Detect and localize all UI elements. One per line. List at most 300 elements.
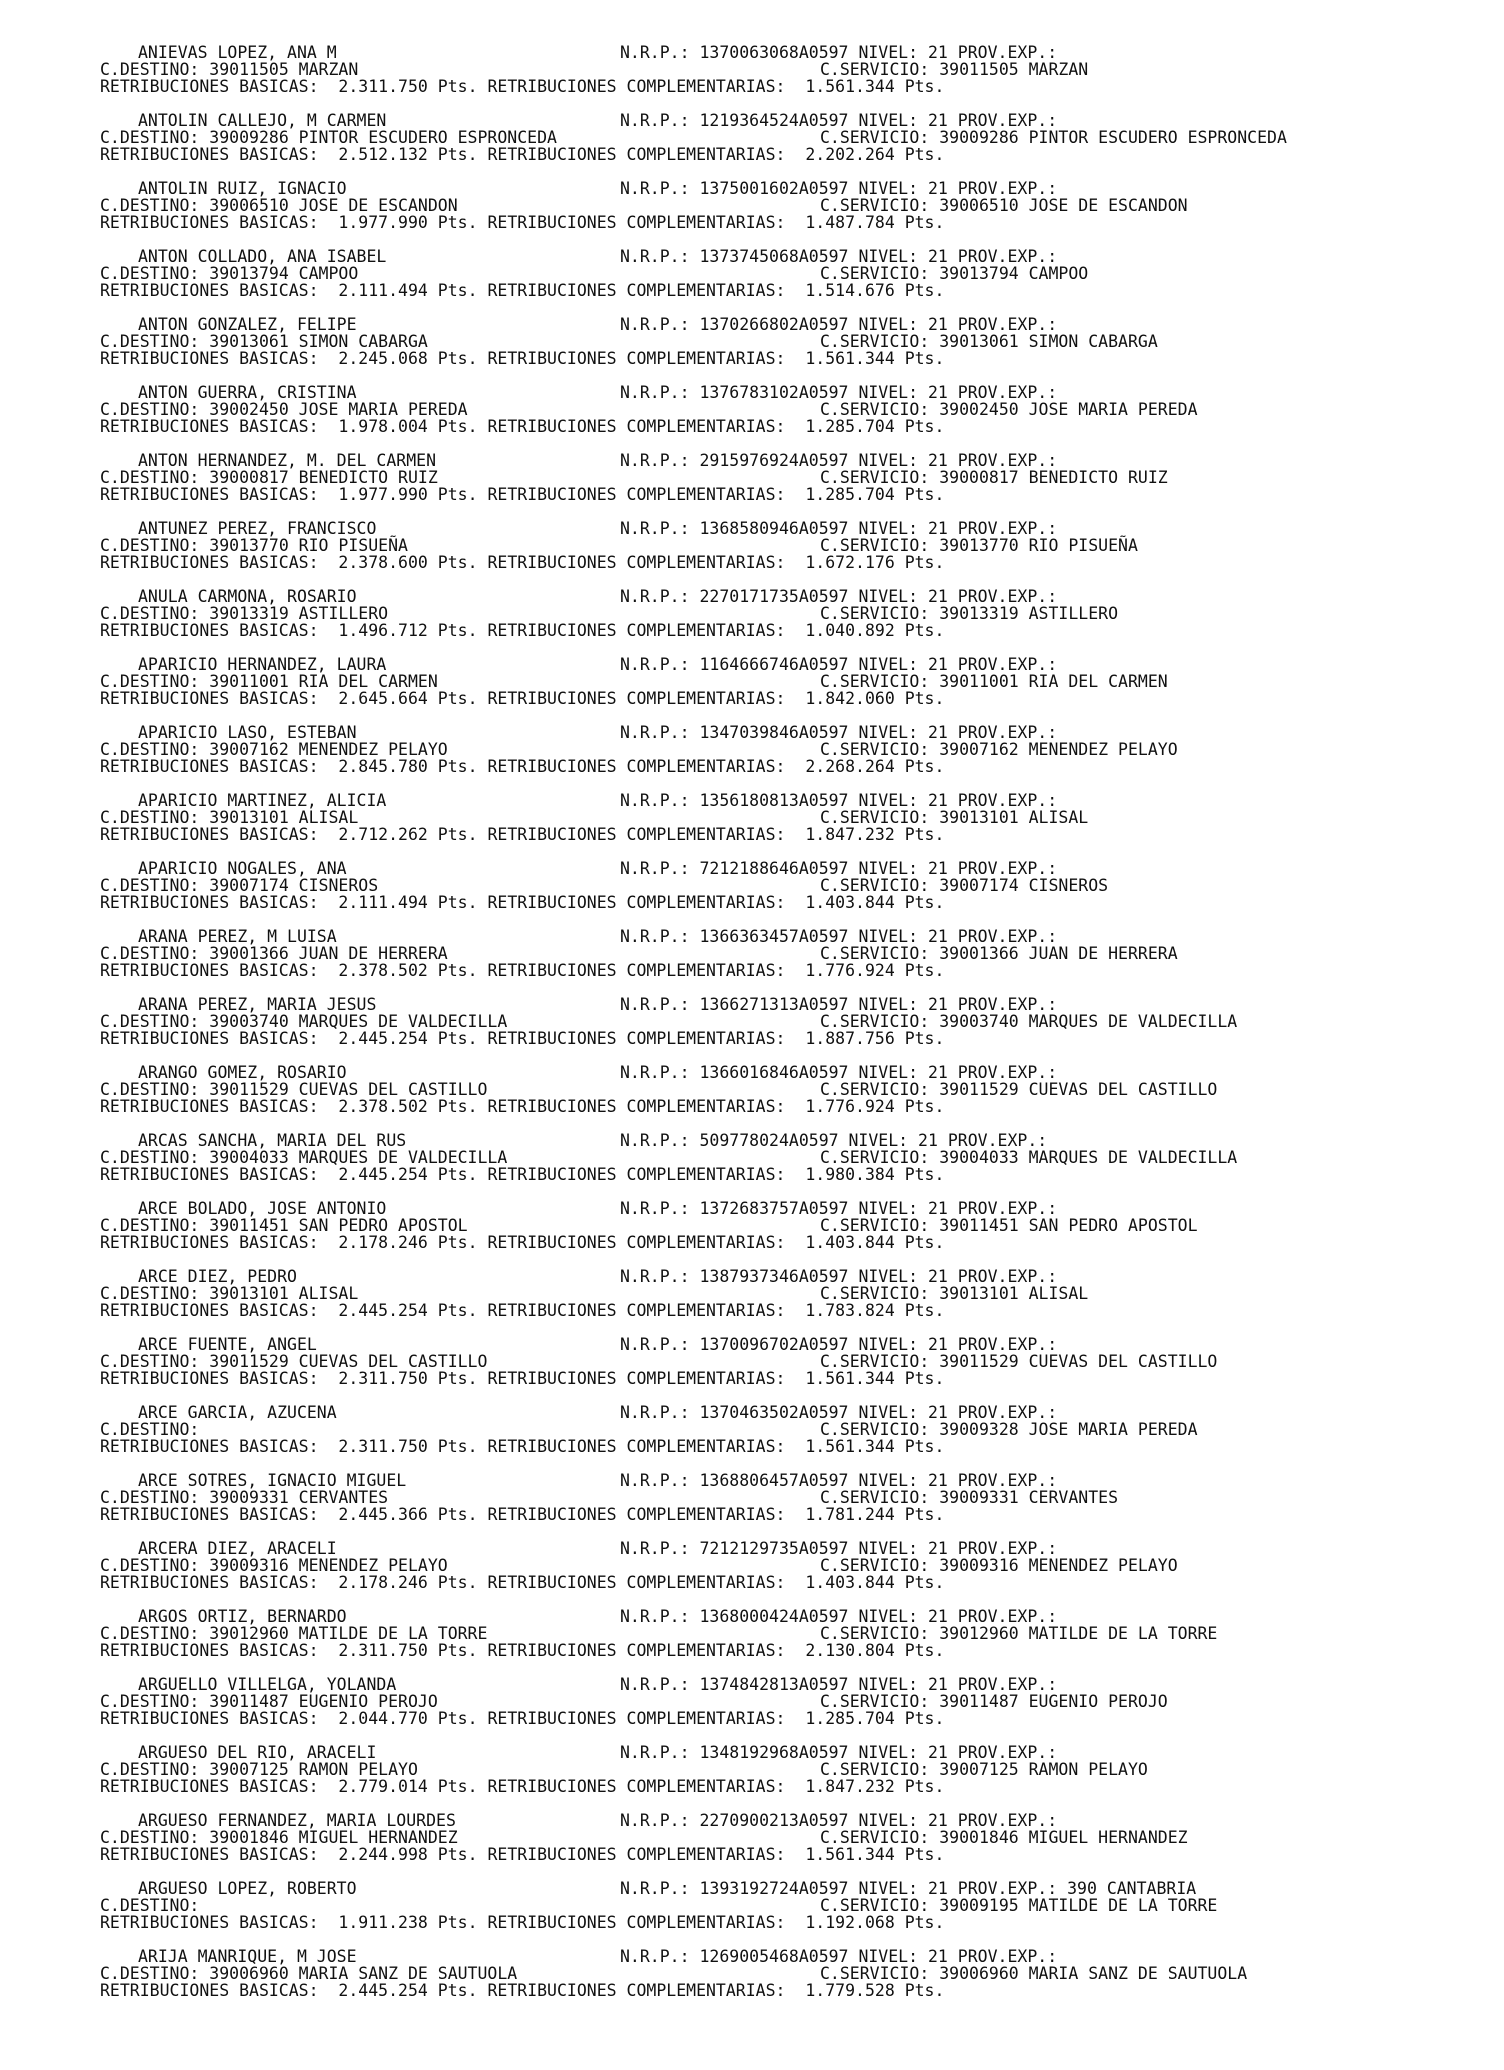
nrp-label: N.R.P.: bbox=[620, 1675, 690, 1694]
nrp-label: N.R.P.: bbox=[620, 1811, 690, 1830]
basicas-value: 1.911.238 bbox=[338, 1913, 428, 1932]
employee-name: ARGOS ORTIZ, BERNARDO bbox=[138, 1607, 347, 1626]
nivel-value: 21 bbox=[927, 43, 948, 62]
retribuciones-line bbox=[100, 1912, 944, 1934]
pts-unit: Pts. bbox=[437, 1301, 478, 1320]
basicas-label: RETRIBUCIONES BASICAS: bbox=[100, 1573, 319, 1592]
complementarias-value: 1.487.784 bbox=[805, 213, 895, 232]
basicas-label: RETRIBUCIONES BASICAS: bbox=[100, 1437, 319, 1456]
nrp-value: 7212129735A0597 bbox=[699, 1539, 849, 1558]
nrp-value: 1347039846A0597 bbox=[699, 723, 849, 742]
complementarias-value: 1.887.756 bbox=[805, 1029, 895, 1048]
pts-unit: Pts. bbox=[437, 1097, 478, 1116]
pts-unit: Pts. bbox=[904, 757, 945, 776]
employee-record bbox=[0, 518, 1504, 586]
complementarias-label: RETRIBUCIONES COMPLEMENTARIAS: bbox=[487, 689, 786, 708]
complementarias-value: 1.779.528 bbox=[805, 1981, 895, 2000]
retribuciones-line bbox=[100, 620, 944, 642]
servicio-label: C.SERVICIO: bbox=[820, 400, 930, 419]
servicio-value: 39011451 SAN PEDRO APOSTOL bbox=[939, 1216, 1198, 1235]
nivel-label: NIVEL: bbox=[858, 1947, 919, 1966]
basicas-value: 2.445.254 bbox=[338, 1301, 428, 1320]
prov-label: PROV.EXP.: bbox=[957, 1403, 1058, 1422]
servicio-label: C.SERVICIO: bbox=[820, 1284, 930, 1303]
retribuciones-line bbox=[100, 1096, 944, 1118]
nivel-label: NIVEL: bbox=[848, 1131, 909, 1150]
pts-unit: Pts. bbox=[437, 1709, 478, 1728]
servicio-label: C.SERVICIO: bbox=[820, 1896, 930, 1915]
basicas-label: RETRIBUCIONES BASICAS: bbox=[100, 349, 319, 368]
basicas-value: 2.244.998 bbox=[338, 1845, 428, 1864]
employee-name: ANTON HERNANDEZ, M. DEL CARMEN bbox=[138, 451, 437, 470]
complementarias-label: RETRIBUCIONES COMPLEMENTARIAS: bbox=[487, 1437, 786, 1456]
destino-label: C.DESTINO: bbox=[100, 264, 200, 283]
pts-unit: Pts. bbox=[904, 77, 945, 96]
destino-value: 39002450 JOSE MARIA PEREDA bbox=[209, 400, 468, 419]
basicas-value: 1.977.990 bbox=[338, 213, 428, 232]
nivel-label: NIVEL: bbox=[858, 655, 919, 674]
complementarias-label: RETRIBUCIONES COMPLEMENTARIAS: bbox=[487, 825, 786, 844]
pts-unit: Pts. bbox=[437, 1233, 478, 1252]
nivel-label: NIVEL: bbox=[858, 111, 919, 130]
nivel-label: NIVEL: bbox=[858, 1879, 919, 1898]
complementarias-label: RETRIBUCIONES COMPLEMENTARIAS: bbox=[487, 1233, 786, 1252]
destino-value: 39001846 MIGUEL HERNANDEZ bbox=[209, 1828, 458, 1847]
complementarias-label: RETRIBUCIONES COMPLEMENTARIAS: bbox=[487, 281, 786, 300]
pts-unit: Pts. bbox=[904, 961, 945, 980]
complementarias-label: RETRIBUCIONES COMPLEMENTARIAS: bbox=[487, 893, 786, 912]
nivel-label: NIVEL: bbox=[858, 1063, 919, 1082]
pts-unit: Pts. bbox=[437, 757, 478, 776]
complementarias-label: RETRIBUCIONES COMPLEMENTARIAS: bbox=[487, 1301, 786, 1320]
pts-unit: Pts. bbox=[904, 1165, 945, 1184]
employee-record bbox=[0, 1130, 1504, 1198]
complementarias-value: 1.285.704 bbox=[805, 417, 895, 436]
pts-unit: Pts. bbox=[904, 213, 945, 232]
basicas-label: RETRIBUCIONES BASICAS: bbox=[100, 213, 319, 232]
destino-value: 39011505 MARZAN bbox=[209, 60, 359, 79]
retribuciones-line bbox=[100, 348, 944, 370]
servicio-value: 39007125 RAMON PELAYO bbox=[939, 1760, 1148, 1779]
nivel-value: 21 bbox=[927, 1879, 948, 1898]
basicas-label: RETRIBUCIONES BASICAS: bbox=[100, 1981, 319, 2000]
nivel-label: NIVEL: bbox=[858, 179, 919, 198]
prov-label: PROV.EXP.: bbox=[957, 1811, 1058, 1830]
nrp-value: 1375001602A0597 bbox=[699, 179, 849, 198]
destino-value: 39001366 JUAN DE HERRERA bbox=[209, 944, 448, 963]
nrp-label: N.R.P.: bbox=[620, 383, 690, 402]
nrp-label: N.R.P.: bbox=[620, 1879, 690, 1898]
employee-name: ARCE FUENTE, ANGEL bbox=[138, 1335, 317, 1354]
destino-label: C.DESTINO: bbox=[100, 808, 200, 827]
prov-label: PROV.EXP.: bbox=[957, 43, 1058, 62]
complementarias-value: 1.672.176 bbox=[805, 553, 895, 572]
basicas-label: RETRIBUCIONES BASICAS: bbox=[100, 485, 319, 504]
prov-label: PROV.EXP.: bbox=[957, 1199, 1058, 1218]
retribuciones-line bbox=[100, 144, 944, 166]
employee-name: ARGUESO FERNANDEZ, MARIA LOURDES bbox=[138, 1811, 456, 1830]
servicio-value: 39001846 MIGUEL HERNANDEZ bbox=[939, 1828, 1188, 1847]
nivel-value: 21 bbox=[927, 1811, 948, 1830]
employee-record bbox=[0, 1878, 1504, 1946]
basicas-label: RETRIBUCIONES BASICAS: bbox=[100, 689, 319, 708]
pts-unit: Pts. bbox=[437, 1505, 478, 1524]
pts-unit: Pts. bbox=[437, 1641, 478, 1660]
servicio-label: C.SERVICIO: bbox=[820, 604, 930, 623]
employee-name: ARANGO GOMEZ, ROSARIO bbox=[138, 1063, 347, 1082]
pts-unit: Pts. bbox=[904, 1301, 945, 1320]
nivel-value: 21 bbox=[927, 1471, 948, 1490]
servicio-value: 39009286 PINTOR ESCUDERO ESPRONCEDA bbox=[939, 128, 1287, 147]
employee-name: ARCAS SANCHA, MARIA DEL RUS bbox=[138, 1131, 407, 1150]
basicas-value: 2.445.254 bbox=[338, 1981, 428, 2000]
destino-label: C.DESTINO: bbox=[100, 1012, 200, 1031]
destino-value: 39000817 BENEDICTO RUIZ bbox=[209, 468, 438, 487]
destino-value: 39011529 CUEVAS DEL CASTILLO bbox=[209, 1352, 488, 1371]
complementarias-label: RETRIBUCIONES COMPLEMENTARIAS: bbox=[487, 1709, 786, 1728]
destino-value: 39009331 CERVANTES bbox=[209, 1488, 389, 1507]
nivel-value: 21 bbox=[927, 791, 948, 810]
employee-record bbox=[0, 1946, 1504, 2014]
destino-label: C.DESTINO: bbox=[100, 128, 200, 147]
prov-label: PROV.EXP.: bbox=[957, 1539, 1058, 1558]
servicio-label: C.SERVICIO: bbox=[820, 196, 930, 215]
employee-record bbox=[0, 654, 1504, 722]
pts-unit: Pts. bbox=[904, 1845, 945, 1864]
employee-record bbox=[0, 994, 1504, 1062]
employee-name: ARCE SOTRES, IGNACIO MIGUEL bbox=[138, 1471, 407, 1490]
nrp-label: N.R.P.: bbox=[620, 1335, 690, 1354]
nivel-value: 21 bbox=[927, 1743, 948, 1762]
nivel-label: NIVEL: bbox=[858, 1811, 919, 1830]
nivel-value: 21 bbox=[927, 1539, 948, 1558]
destino-value: 39013101 ALISAL bbox=[209, 808, 359, 827]
employee-name: APARICIO NOGALES, ANA bbox=[138, 859, 347, 878]
nrp-value: 1219364524A0597 bbox=[699, 111, 849, 130]
employee-record bbox=[0, 790, 1504, 858]
servicio-value: 39012960 MATILDE DE LA TORRE bbox=[939, 1624, 1218, 1643]
prov-label: PROV.EXP.: bbox=[957, 1267, 1058, 1286]
prov-label: PROV.EXP.: bbox=[957, 655, 1058, 674]
complementarias-value: 1.561.344 bbox=[805, 349, 895, 368]
complementarias-value: 1.980.384 bbox=[805, 1165, 895, 1184]
destino-value: 39011487 EUGENIO PEROJO bbox=[209, 1692, 438, 1711]
complementarias-value: 1.561.344 bbox=[805, 77, 895, 96]
servicio-label: C.SERVICIO: bbox=[820, 1556, 930, 1575]
nivel-label: NIVEL: bbox=[858, 1471, 919, 1490]
pts-unit: Pts. bbox=[437, 1777, 478, 1796]
nrp-value: 1366363457A0597 bbox=[699, 927, 849, 946]
destino-value: 39013319 ASTILLERO bbox=[209, 604, 389, 623]
basicas-value: 2.645.664 bbox=[338, 689, 428, 708]
retribuciones-line bbox=[100, 1164, 944, 1186]
employee-record bbox=[0, 1266, 1504, 1334]
pts-unit: Pts. bbox=[437, 893, 478, 912]
nivel-value: 21 bbox=[927, 587, 948, 606]
pts-unit: Pts. bbox=[437, 1369, 478, 1388]
complementarias-label: RETRIBUCIONES COMPLEMENTARIAS: bbox=[487, 1369, 786, 1388]
basicas-label: RETRIBUCIONES BASICAS: bbox=[100, 553, 319, 572]
retribuciones-line bbox=[100, 1844, 944, 1866]
destino-value: 39006510 JOSE DE ESCANDON bbox=[209, 196, 458, 215]
basicas-label: RETRIBUCIONES BASICAS: bbox=[100, 825, 319, 844]
nivel-value: 21 bbox=[918, 1131, 938, 1150]
destino-label: C.DESTINO: bbox=[100, 672, 200, 691]
nivel-value: 21 bbox=[927, 111, 948, 130]
pts-unit: Pts. bbox=[904, 1777, 945, 1796]
employee-name: ARIJA MANRIQUE, M JOSE bbox=[138, 1947, 357, 1966]
retribuciones-line bbox=[100, 756, 944, 778]
nivel-label: NIVEL: bbox=[858, 1607, 919, 1626]
retribuciones-line bbox=[100, 1300, 944, 1322]
servicio-value: 39011001 RIA DEL CARMEN bbox=[939, 672, 1168, 691]
nivel-label: NIVEL: bbox=[858, 723, 919, 742]
basicas-value: 2.178.246 bbox=[338, 1233, 428, 1252]
employee-record bbox=[0, 1810, 1504, 1878]
pts-unit: Pts. bbox=[437, 553, 478, 572]
destino-label: C.DESTINO: bbox=[100, 1488, 200, 1507]
basicas-value: 2.178.246 bbox=[338, 1573, 428, 1592]
retribuciones-line bbox=[100, 1640, 944, 1662]
basicas-label: RETRIBUCIONES BASICAS: bbox=[100, 1505, 319, 1524]
servicio-label: C.SERVICIO: bbox=[820, 468, 930, 487]
employee-record bbox=[0, 1674, 1504, 1742]
complementarias-value: 1.781.244 bbox=[805, 1505, 895, 1524]
prov-label: PROV.EXP.: bbox=[947, 1131, 1048, 1150]
destino-value: 39011529 CUEVAS DEL CASTILLO bbox=[209, 1080, 488, 1099]
destino-value: 39004033 MARQUES DE VALDECILLA bbox=[209, 1148, 508, 1167]
complementarias-value: 1.040.892 bbox=[805, 621, 895, 640]
nrp-value: 1372683757A0597 bbox=[699, 1199, 849, 1218]
employee-record bbox=[0, 586, 1504, 654]
employee-name: ARGUELLO VILLELGA, YOLANDA bbox=[138, 1675, 397, 1694]
servicio-label: C.SERVICIO: bbox=[820, 1012, 930, 1031]
nivel-label: NIVEL: bbox=[858, 451, 919, 470]
employee-record bbox=[0, 314, 1504, 382]
nivel-value: 21 bbox=[927, 995, 948, 1014]
nrp-value: 1368000424A0597 bbox=[699, 1607, 849, 1626]
prov-label: PROV.EXP.: bbox=[957, 315, 1058, 334]
complementarias-value: 2.130.804 bbox=[805, 1641, 895, 1660]
servicio-value: 39013770 RIO PISUEÑA bbox=[939, 536, 1138, 555]
servicio-label: C.SERVICIO: bbox=[820, 944, 930, 963]
nrp-value: 2270171735A0597 bbox=[699, 587, 849, 606]
employee-name: ARCE GARCIA, AZUCENA bbox=[138, 1403, 337, 1422]
nrp-value: 1366016846A0597 bbox=[699, 1063, 849, 1082]
basicas-label: RETRIBUCIONES BASICAS: bbox=[100, 1233, 319, 1252]
nrp-label: N.R.P.: bbox=[620, 995, 690, 1014]
nrp-label: N.R.P.: bbox=[620, 1743, 690, 1762]
nrp-value: 1376783102A0597 bbox=[699, 383, 849, 402]
employee-name: ANTON COLLADO, ANA ISABEL bbox=[138, 247, 387, 266]
basicas-label: RETRIBUCIONES BASICAS: bbox=[100, 621, 319, 640]
employee-name: ANULA CARMONA, ROSARIO bbox=[138, 587, 357, 606]
servicio-value: 39009316 MENENDEZ PELAYO bbox=[939, 1556, 1178, 1575]
nrp-value: 1368806457A0597 bbox=[699, 1471, 849, 1490]
destino-label: C.DESTINO: bbox=[100, 1148, 200, 1167]
employee-name: APARICIO LASO, ESTEBAN bbox=[138, 723, 357, 742]
pts-unit: Pts. bbox=[437, 213, 478, 232]
destino-label: C.DESTINO: bbox=[100, 604, 200, 623]
nivel-value: 21 bbox=[927, 655, 948, 674]
nivel-value: 21 bbox=[927, 383, 948, 402]
complementarias-value: 1.285.704 bbox=[805, 1709, 895, 1728]
pts-unit: Pts. bbox=[904, 1369, 945, 1388]
employee-record bbox=[0, 1606, 1504, 1674]
servicio-value: 39007162 MENENDEZ PELAYO bbox=[939, 740, 1178, 759]
servicio-label: C.SERVICIO: bbox=[820, 60, 930, 79]
complementarias-value: 1.403.844 bbox=[805, 1233, 895, 1252]
pts-unit: Pts. bbox=[437, 1845, 478, 1864]
nivel-value: 21 bbox=[927, 859, 948, 878]
servicio-value: 39013319 ASTILLERO bbox=[939, 604, 1119, 623]
pts-unit: Pts. bbox=[904, 553, 945, 572]
basicas-label: RETRIBUCIONES BASICAS: bbox=[100, 961, 319, 980]
pts-unit: Pts. bbox=[904, 145, 945, 164]
destino-label: C.DESTINO: bbox=[100, 1896, 200, 1915]
basicas-label: RETRIBUCIONES BASICAS: bbox=[100, 281, 319, 300]
basicas-value: 2.311.750 bbox=[338, 1641, 428, 1660]
basicas-value: 2.845.780 bbox=[338, 757, 428, 776]
complementarias-label: RETRIBUCIONES COMPLEMENTARIAS: bbox=[487, 553, 786, 572]
nivel-label: NIVEL: bbox=[858, 1539, 919, 1558]
servicio-label: C.SERVICIO: bbox=[820, 536, 930, 555]
pts-unit: Pts. bbox=[904, 485, 945, 504]
servicio-value: 39013794 CAMPOO bbox=[939, 264, 1089, 283]
nrp-label: N.R.P.: bbox=[620, 519, 690, 538]
nrp-label: N.R.P.: bbox=[620, 1471, 690, 1490]
prov-label: PROV.EXP.: bbox=[957, 1607, 1058, 1626]
nrp-value: 2270900213A0597 bbox=[699, 1811, 849, 1830]
nivel-label: NIVEL: bbox=[858, 315, 919, 334]
prov-label: PROV.EXP.: bbox=[957, 859, 1058, 878]
retribuciones-line bbox=[100, 1368, 944, 1390]
nrp-label: N.R.P.: bbox=[620, 587, 690, 606]
nrp-value: 1370096702A0597 bbox=[699, 1335, 849, 1354]
retribuciones-line bbox=[100, 1572, 944, 1594]
pts-unit: Pts. bbox=[437, 1437, 478, 1456]
pts-unit: Pts. bbox=[904, 1573, 945, 1592]
pts-unit: Pts. bbox=[437, 1913, 478, 1932]
retribuciones-line bbox=[100, 552, 944, 574]
employee-record bbox=[0, 382, 1504, 450]
servicio-label: C.SERVICIO: bbox=[820, 1216, 930, 1235]
nivel-label: NIVEL: bbox=[858, 791, 919, 810]
basicas-value: 2.311.750 bbox=[338, 1369, 428, 1388]
pts-unit: Pts. bbox=[904, 1709, 945, 1728]
nrp-value: 1393192724A0597 bbox=[699, 1879, 849, 1898]
retribuciones-line bbox=[100, 824, 944, 846]
retribuciones-line bbox=[100, 416, 944, 438]
nrp-value: 2915976924A0597 bbox=[699, 451, 849, 470]
servicio-value: 39001366 JUAN DE HERRERA bbox=[939, 944, 1178, 963]
pts-unit: Pts. bbox=[904, 1505, 945, 1524]
retribuciones-line bbox=[100, 1776, 944, 1798]
basicas-label: RETRIBUCIONES BASICAS: bbox=[100, 1369, 319, 1388]
employee-name: APARICIO MARTINEZ, ALICIA bbox=[138, 791, 387, 810]
nrp-value: 7212188646A0597 bbox=[699, 859, 849, 878]
nivel-value: 21 bbox=[927, 723, 948, 742]
prov-value: 390 CANTABRIA bbox=[1067, 1879, 1197, 1898]
servicio-value: 39000817 BENEDICTO RUIZ bbox=[939, 468, 1168, 487]
complementarias-value: 1.403.844 bbox=[805, 893, 895, 912]
retribuciones-line bbox=[100, 892, 944, 914]
complementarias-value: 1.776.924 bbox=[805, 961, 895, 980]
complementarias-label: RETRIBUCIONES COMPLEMENTARIAS: bbox=[487, 1641, 786, 1660]
destino-value: 39007162 MENENDEZ PELAYO bbox=[209, 740, 448, 759]
nrp-label: N.R.P.: bbox=[620, 179, 690, 198]
employee-name: APARICIO HERNANDEZ, LAURA bbox=[138, 655, 387, 674]
basicas-label: RETRIBUCIONES BASICAS: bbox=[100, 1301, 319, 1320]
pts-unit: Pts. bbox=[437, 77, 478, 96]
retribuciones-line bbox=[100, 1436, 944, 1458]
servicio-value: 39003740 MARQUES DE VALDECILLA bbox=[939, 1012, 1238, 1031]
servicio-label: C.SERVICIO: bbox=[820, 1964, 930, 1983]
basicas-value: 1.978.004 bbox=[338, 417, 428, 436]
servicio-value: 39011529 CUEVAS DEL CASTILLO bbox=[939, 1080, 1218, 1099]
employee-record bbox=[0, 926, 1504, 994]
basicas-value: 2.378.502 bbox=[338, 961, 428, 980]
employee-record bbox=[0, 1538, 1504, 1606]
destino-label: C.DESTINO: bbox=[100, 876, 200, 895]
servicio-value: 39013101 ALISAL bbox=[939, 808, 1089, 827]
complementarias-label: RETRIBUCIONES COMPLEMENTARIAS: bbox=[487, 1845, 786, 1864]
prov-label: PROV.EXP.: bbox=[957, 111, 1058, 130]
nrp-label: N.R.P.: bbox=[620, 655, 690, 674]
destino-label: C.DESTINO: bbox=[100, 1556, 200, 1575]
pts-unit: Pts. bbox=[437, 689, 478, 708]
nivel-label: NIVEL: bbox=[858, 247, 919, 266]
nivel-label: NIVEL: bbox=[858, 1335, 919, 1354]
nrp-value: 1348192968A0597 bbox=[699, 1743, 849, 1762]
servicio-value: 39004033 MARQUES DE VALDECILLA bbox=[939, 1148, 1238, 1167]
prov-label: PROV.EXP.: bbox=[957, 1335, 1058, 1354]
complementarias-label: RETRIBUCIONES COMPLEMENTARIAS: bbox=[487, 417, 786, 436]
nrp-label: N.R.P.: bbox=[620, 1267, 690, 1286]
prov-label: PROV.EXP.: bbox=[957, 1471, 1058, 1490]
servicio-label: C.SERVICIO: bbox=[820, 1624, 930, 1643]
nivel-value: 21 bbox=[927, 1607, 948, 1626]
pts-unit: Pts. bbox=[437, 1029, 478, 1048]
complementarias-label: RETRIBUCIONES COMPLEMENTARIAS: bbox=[487, 1573, 786, 1592]
prov-label: PROV.EXP.: bbox=[957, 1879, 1058, 1898]
prov-label: PROV.EXP.: bbox=[957, 723, 1058, 742]
nrp-value: 1370063068A0597 bbox=[699, 43, 849, 62]
employee-name: ARGUESO LOPEZ, ROBERTO bbox=[138, 1879, 357, 1898]
pts-unit: Pts. bbox=[437, 961, 478, 980]
nrp-label: N.R.P.: bbox=[620, 315, 690, 334]
servicio-label: C.SERVICIO: bbox=[820, 1760, 930, 1779]
destino-label: C.DESTINO: bbox=[100, 468, 200, 487]
complementarias-label: RETRIBUCIONES COMPLEMENTARIAS: bbox=[487, 1913, 786, 1932]
pts-unit: Pts. bbox=[904, 893, 945, 912]
basicas-label: RETRIBUCIONES BASICAS: bbox=[100, 757, 319, 776]
servicio-value: 39007174 CISNEROS bbox=[939, 876, 1109, 895]
nrp-label: N.R.P.: bbox=[620, 451, 690, 470]
complementarias-label: RETRIBUCIONES COMPLEMENTARIAS: bbox=[487, 77, 786, 96]
destino-label: C.DESTINO: bbox=[100, 1964, 200, 1983]
complementarias-value: 1.847.232 bbox=[805, 825, 895, 844]
nivel-value: 21 bbox=[927, 315, 948, 334]
employee-name: ARCERA DIEZ, ARACELI bbox=[138, 1539, 337, 1558]
servicio-label: C.SERVICIO: bbox=[820, 264, 930, 283]
basicas-value: 2.311.750 bbox=[338, 1437, 428, 1456]
basicas-value: 2.245.068 bbox=[338, 349, 428, 368]
prov-label: PROV.EXP.: bbox=[957, 519, 1058, 538]
nivel-value: 21 bbox=[927, 1267, 948, 1286]
destino-value: 39013770 RIO PISUEÑA bbox=[209, 536, 408, 555]
nivel-label: NIVEL: bbox=[858, 43, 919, 62]
